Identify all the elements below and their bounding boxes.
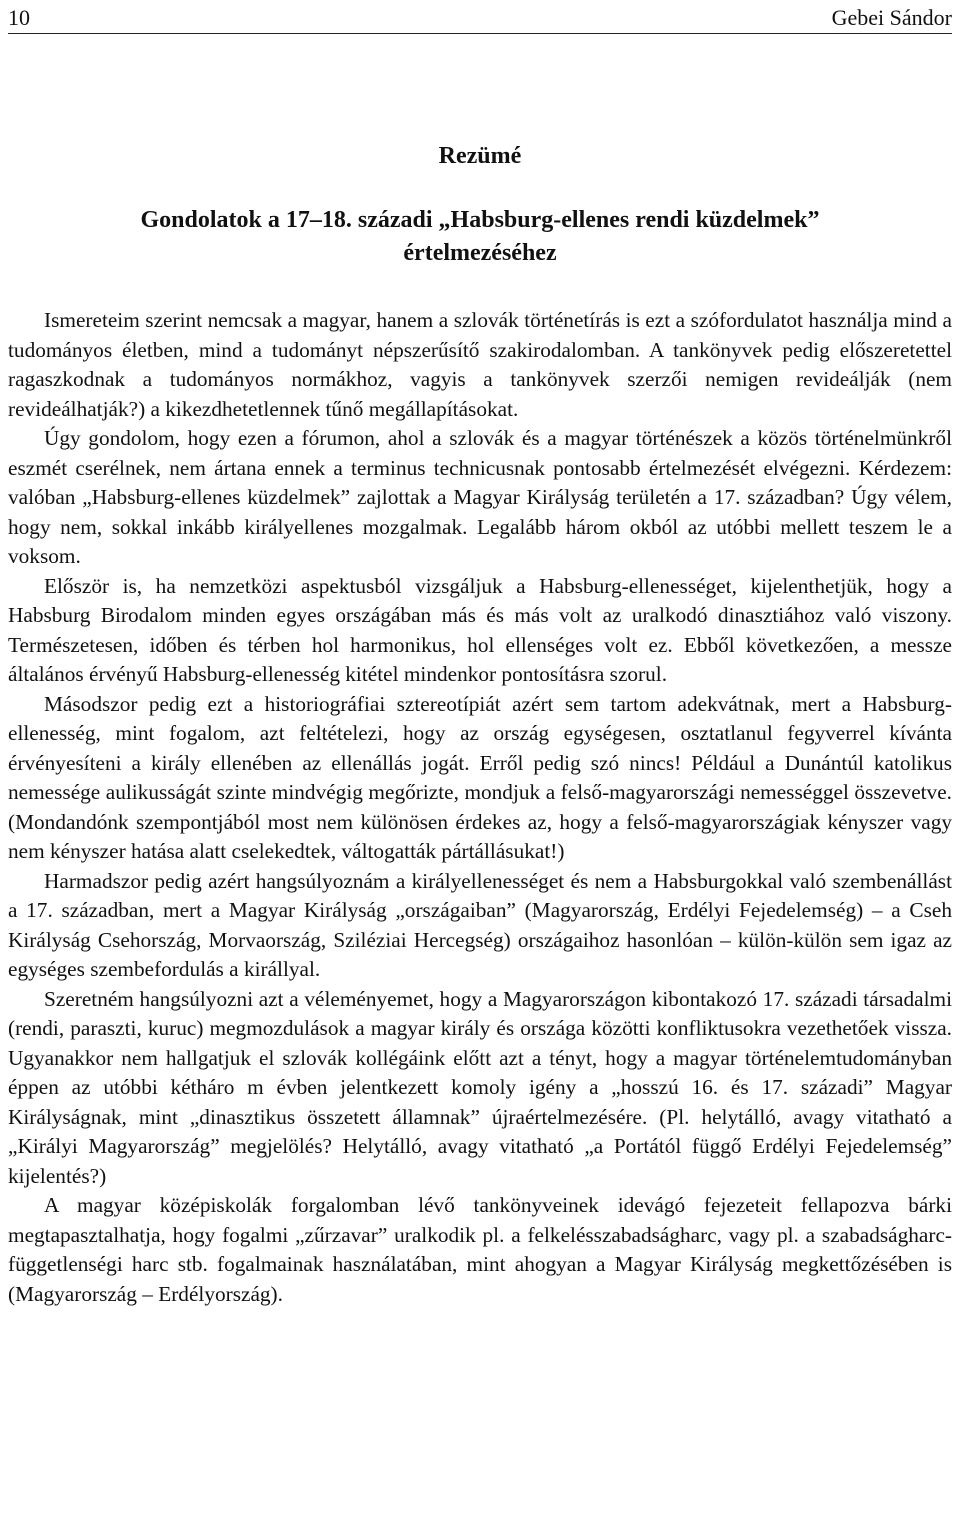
article-title-line-1: Gondolatok a 17–18. századi „Habsburg-ellenes rendi küzdelmek” <box>140 207 820 233</box>
article-title <box>40 204 920 270</box>
paragraph: Másodszor pedig ezt a historiográfiai sztereotípiát azért sem tartom adekvátnak, mert a Habsburg-ellenesség, mint fogalom, azt feltételezi, hogy az ország egységesen, osztatlanul fegyverrel kívánta érvényesíteni a király ellenében az ellenállás jogát. Erről pedig szó nincs! Például a Dunántúl katolikus nemessége aulikusságát szinte mindvégig megőrizte, mondjuk a felső-magyarországi nemességgel összevetve. (Mondandónk szempontjából most nem különösen érdekes az, hogy a felső-magyarországiak kényszer vagy nem kényszer hatása alatt cselekedtek, váltogatták pártállásukat!) <box>8 691 952 863</box>
paragraph: A magyar középiskolák forgalomban lévő tankönyveinek idevágó fejezeteit fellapozva bárki megtapasztalhatja, hogy fogalmi „zűrzavar” uralkodik pl. a felkelésszabadságharc, vagy pl. a szabadságharc-függetlenségi harc stb. fogalmainak használatában, mint ahogyan a Magyar Királyság megkettőzésében is (Magyarország – Erdélyország). <box>8 1193 952 1306</box>
body-text <box>8 306 952 1309</box>
paragraph: Szeretném hangsúlyozni azt a véleményemet, hogy a Magyarországon kibontakozó 17. századi társadalmi (rendi, paraszti, kuruc) megmozdulások a magyar király és országa közötti konfliktusokra vezethetőek vissza. Ugyanakkor nem hallgatjuk el szlovák kollégáink előtt azt a tényt, hogy a magyar történelemtudományban éppen az utóbbi kétháro m évben jelentkezett komoly igény a „hosszú 16. és 17. századi” Magyar Királyságnak, mint „dinasztikus összetett államnak” újraértelmezésére. (Pl. helytálló, avagy vitatható a „Királyi Magyarország” megjelölés? Helytálló, avagy vitatható „a Portától függő Erdélyi Fejedelemség” kijelentés?) <box>8 986 952 1188</box>
running-header <box>8 0 952 34</box>
article-title-line-2: értelmezéséhez <box>403 240 557 266</box>
paragraph: Úgy gondolom, hogy ezen a fórumon, ahol a szlovák és a magyar történészek a közös történelmünkről eszmét cserélnek, nem ártana ennek a terminus technicusnak pontosabb értelmezését elvégezni. Kérdezem: valóban „Habsburg-ellenes küzdelmek” zajlottak a Magyar Királyság területén a 17. században? Úgy vélem, hogy nem, sokkal inkább királyellenes mozgalmak. Legalább három okból az utóbbi mellett teszem le a voksom. <box>8 426 952 568</box>
paragraph: Harmadszor pedig azért hangsúlyoznám a királyellenességet és nem a Habsburgokkal való szembenállást a 17. században, mert a Magyar Királyság „országaiban” (Magyarország, Erdélyi Fejedelemség) – a Cseh Királyság Csehország, Morvaország, Sziléziai Hercegség) országaihoz hasonlóan – külön-külön sem igaz az egységes szembefordulás a királlyal. <box>8 868 952 981</box>
paragraph: Először is, ha nemzetközi aspektusból vizsgáljuk a Habsburg-ellenességet, kijelenthetjük, hogy a Habsburg Birodalom minden egyes országában más és más volt az uralkodó dinasztiához való viszony. Természetesen, időben és térben hol harmonikus, hol ellenséges volt ez. Ebből következően, a messze általános érvényű Habsburg-ellenesség kitétel mindenkor pontosításra szorul. <box>8 573 952 686</box>
paragraph: Ismereteim szerint nemcsak a magyar, hanem a szlovák történetírás is ezt a szófordulatot használja mind a tudományos életben, mind a tudományt népszerűsítő szakirodalomban. A tankönyvek pedig előszeretettel ragaszkodnak a tudományos normákhoz, vagyis a tankönyvek szerzői nemigen revideálják (nem revideálhatják?) a kikezdhetetlennek tűnő megállapításokat. <box>8 308 952 421</box>
author-name: Gebei Sándor <box>831 4 952 30</box>
page-number: 10 <box>8 4 30 30</box>
section-title: Rezümé <box>438 143 522 169</box>
